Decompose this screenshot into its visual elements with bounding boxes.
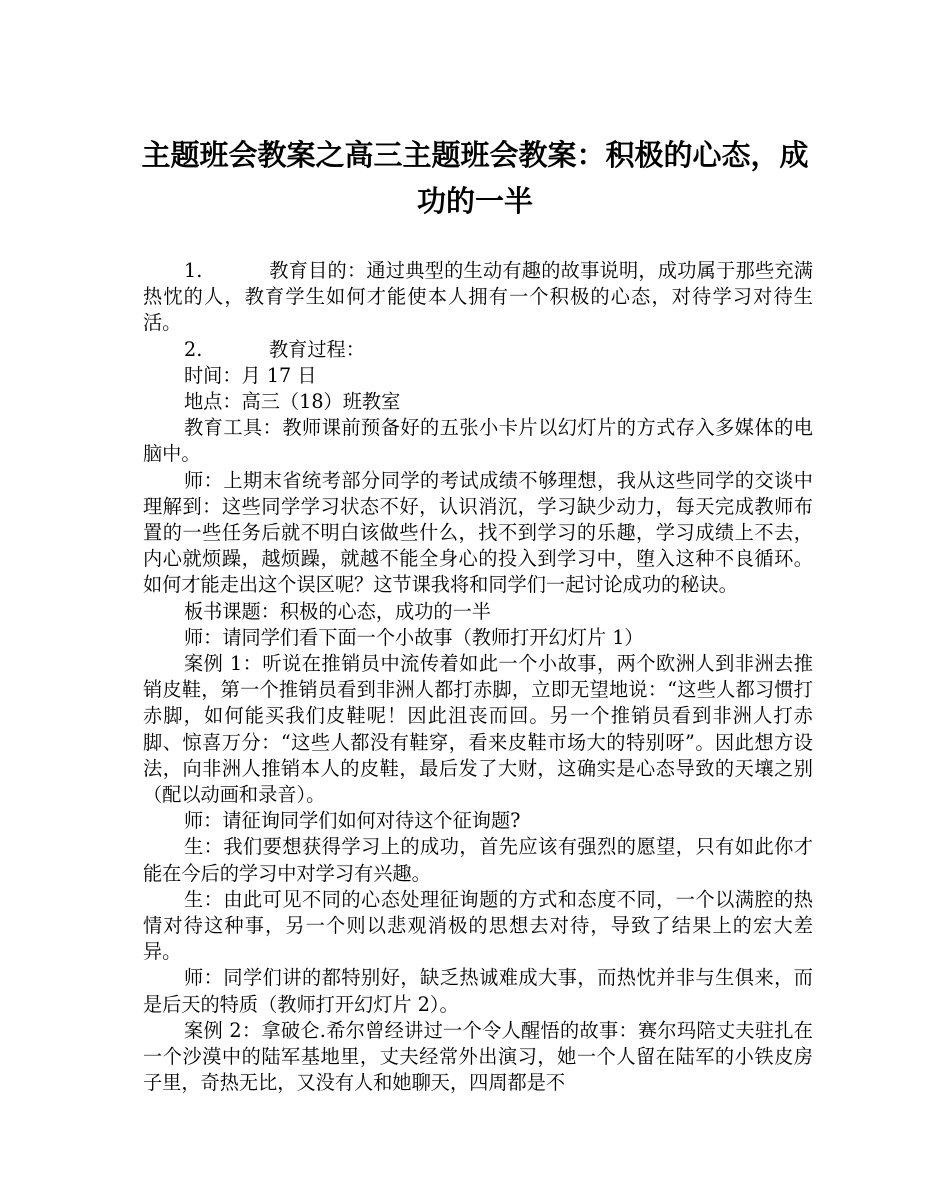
paragraph-student2: 生：由此可见不同的心态处理征询题的方式和态度不同，一个以满腔的热情对待这种事，另一个则以悲观消极的思想去对待，导致了结果上的宏大差异。 xyxy=(143,887,813,964)
document-body xyxy=(143,258,813,1097)
paragraph-teacher-intro: 师：上期末省统考部分同学的考试成绩不够理想，我从这些同学的交谈中理解到：这些同学学习状态不好，认识消沉，学习缺少动力，每天完成教师布置的一些任务后就不明白该做些什么，找不到学习的乐趣，学习成绩上不去，内心就烦躁，越烦躁，就越不能全身心的投入到学习中，堕入这种不良循环。如何才能走出这个误区呢？这节课我将和同学们一起讨论成功的秘诀。 xyxy=(143,468,813,597)
paragraph-teacher-slide1: 师：请同学们看下面一个小故事（教师打开幻灯片 1） xyxy=(184,625,644,649)
paragraph-place: 地点：高三（18）班教室 xyxy=(184,390,401,414)
list-number: 1. xyxy=(184,259,203,282)
paragraph-teacher-question: 师：请征询同学们如何对待这个征询题? xyxy=(184,809,521,833)
paragraph-case2: 案例 2：拿破仑.希尔曾经讲过一个令人醒悟的故事：赛尔玛陪丈夫驻扎在一个沙漠中的陆军基地里，丈夫经常外出演习，她一个人留在陆军的小铁皮房子里，奇热无比，又没有人和她聊天，四周都是不 xyxy=(143,1018,813,1095)
paragraph-teacher-slide2: 师：同学们讲的都特别好，缺乏热诚难成大事，而热忱并非与生俱来，而是后天的特质（教师打开幻灯片 2）。 xyxy=(143,966,813,1016)
paragraph-text: 教育过程： xyxy=(269,337,365,361)
paragraph-time: 时间：月 17 日 xyxy=(184,363,317,387)
paragraph-tools: 教育工具：教师课前预备好的五张小卡片以幻灯片的方式存入多媒体的电脑中。 xyxy=(143,416,813,466)
paragraph-purpose xyxy=(143,258,813,337)
paragraph-student1: 生：我们要想获得学习上的成功，首先应该有强烈的愿望，只有如此你才能在今后的学习中对学习有兴趣。 xyxy=(143,835,813,885)
paragraph-text: 教育目的：通过典型的生动有趣的故事说明，成功属于那些充满热忱的人，教育学生如何才能使本人拥有一个积极的心态，对待学习对待生活。 xyxy=(143,259,813,335)
paragraph-process xyxy=(143,337,813,363)
document-title: 主题班会教案之高三主题班会教案：积极的心态，成功的一半 xyxy=(141,138,809,218)
paragraph-case1: 案例 1：听说在推销员中流传着如此一个小故事，两个欧洲人到非洲去推销皮鞋，第一个推销员看到非洲人都打赤脚，立即无望地说：“这些人都习惯打赤脚，如何能买我们皮鞋呢！因此沮丧而回。另一个推销员看到非洲人打赤脚、惊喜万分：“这些人都没有鞋穿，看来皮鞋市场大的特别呀”。因此想方设法，向非洲人推销本人的皮鞋，最后发了大财，这确实是心态导致的天壤之别（配以动画和录音）。 xyxy=(143,652,813,807)
list-number: 2. xyxy=(184,337,203,361)
paragraph-board-topic: 板书课题：积极的心态，成功的一半 xyxy=(184,599,491,623)
